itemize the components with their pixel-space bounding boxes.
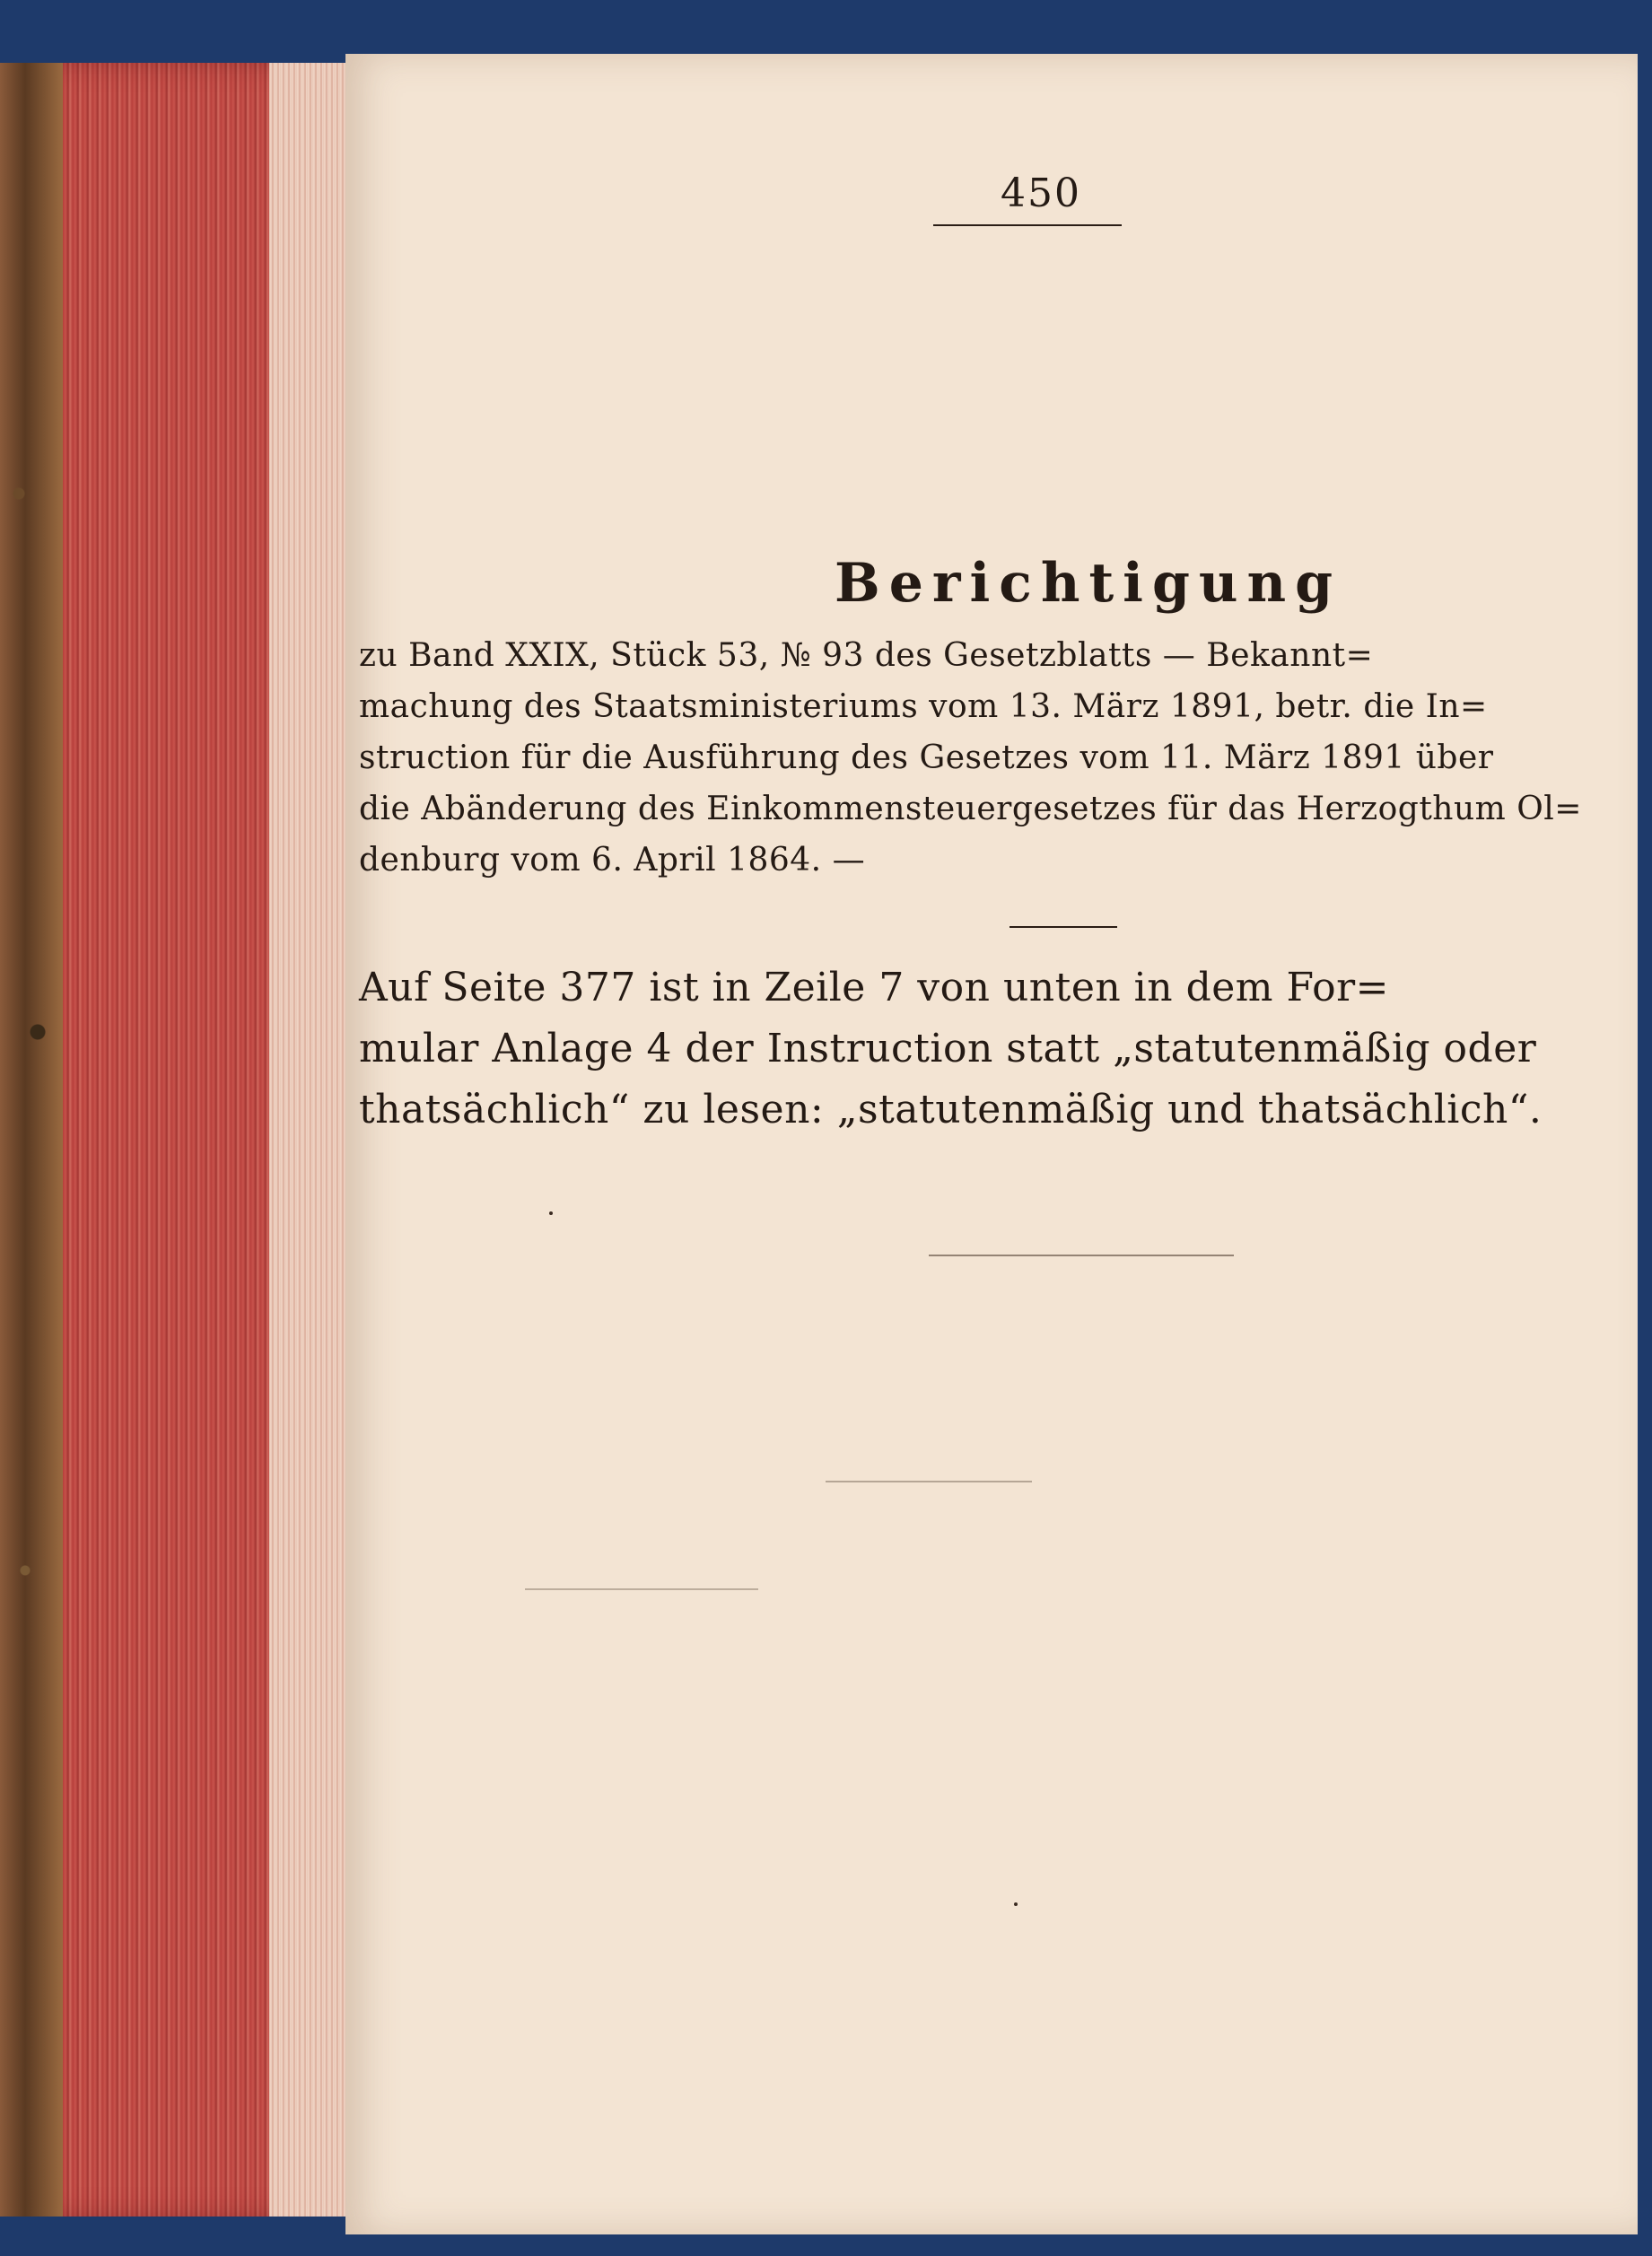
bleed-rule-1 — [929, 1255, 1234, 1256]
document-page — [345, 54, 1638, 2234]
print-mark-dot-2 — [549, 1211, 553, 1215]
correction-line-3: thatsächlich“ zu lesen: „statutenmäßig und thatsächlich“. — [359, 1087, 1543, 1132]
show-through-texture — [345, 54, 1638, 2234]
intro-line-1: zu Band XXIX, Stück 53, № 93 des Gesetzblatts — Bekannt= — [359, 637, 1374, 674]
bleed-rule-2 — [826, 1481, 1032, 1482]
page-number-rule — [933, 224, 1122, 226]
intro-line-2: machung des Staatsministeriums vom 13. März 1891, betr. die In= — [359, 688, 1488, 725]
bleed-rule-3 — [525, 1588, 758, 1590]
intro-line-5: denburg vom 6. April 1864. — — [359, 842, 866, 879]
intro-line-3: struction für die Ausführung des Gesetzes vom 11. März 1891 über — [359, 739, 1494, 776]
page-edges-light — [269, 63, 350, 2217]
page-number: 450 — [1001, 171, 1081, 216]
print-mark-dot-1 — [1014, 1902, 1018, 1906]
correction-line-1: Auf Seite 377 ist in Zeile 7 von unten in dem For= — [359, 965, 1390, 1010]
intro-line-4: die Abänderung des Einkommensteuergesetzes für das Herzogthum Ol= — [359, 791, 1582, 827]
book-cover-edge — [0, 63, 66, 2217]
heading-berichtigung: Berichtigung — [835, 552, 1342, 615]
section-divider — [1010, 926, 1117, 928]
correction-line-2: mular Anlage 4 der Instruction statt „statutenmäßig oder — [359, 1026, 1537, 1071]
